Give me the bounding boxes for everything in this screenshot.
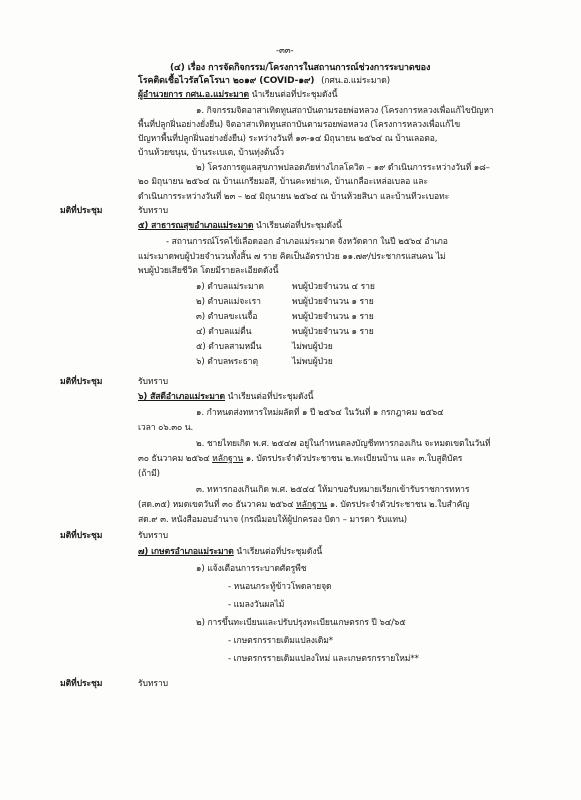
margin-label: มติที่ประชุม bbox=[60, 531, 103, 541]
s6-item3-line: ๓. ทหารกองเกินเกิด พ.ศ. ๒๕๔๔ ให้มาขอรับหมายเรียกเข้ารับราชการทหาร bbox=[196, 485, 470, 495]
s6-item1-line: ๑. กำหนดส่งทหารใหม่ผลัดที่ ๑ ปี ๒๕๖๔ ในวันที่ ๑ กรกฎาคม ๒๕๖๔ bbox=[196, 408, 444, 418]
section7-heading-line bbox=[138, 547, 322, 558]
case-result: พบผู้ป่วยจำนวน ๑ ราย bbox=[292, 297, 374, 307]
section5-line: - สถานการณ์โรคไข้เลือดออก อำเภอแม่ระมาด จังหวัดตาก ในปี ๒๕๖๔ อำเภอ bbox=[166, 237, 448, 247]
case-area: ๑) ตำบลแม่ระมาด bbox=[196, 282, 264, 292]
case-area: ๒) ตำบลแม่จะเรา bbox=[196, 297, 261, 307]
s6-item1-line: เวลา ๐๖.๓๐ น. bbox=[138, 423, 194, 433]
case-result: พบผู้ป่วยจำนวน ๑ ราย bbox=[292, 327, 374, 337]
section-title-main: โรคติดเชื้อไวรัสโคโรนา ๒๐๑๙ (COVID-๑๙) bbox=[138, 76, 315, 86]
case-result: ไม่พบผู้ป่วย bbox=[292, 342, 333, 352]
s6-item3-line: สด.๙ ๓. หนังสือมอบอำนาจ (กรณีมอบให้ผู้ปกครอง บิดา – มารดา รับแทน) bbox=[138, 515, 408, 525]
item1-line: พื้นที่ปลูกฝิ่นอย่างยั่งยืน) จิตอาสาเทิดทูนสถาบันตามรอยพ่อหลวง (โครงการหลวงเพื่อแก้ไข bbox=[138, 120, 461, 130]
item2-line: ดำเนินการระหว่างวันที่ ๒๓ – ๒๔ มิถุนายน ๒๕๖๔ ณ บ้านห้วยสินา และบ้านทีวะเบอทะ bbox=[138, 192, 450, 202]
margin-label: มติที่ประชุม bbox=[60, 206, 103, 216]
case-result: ไม่พบผู้ป่วย bbox=[292, 357, 333, 367]
s7-item2-sub: - เกษตรกรรายเดิมแปลงเดิม* bbox=[228, 636, 333, 646]
margin-label: มติที่ประชุม bbox=[60, 377, 103, 387]
item1-line: ๑. กิจกรรมจิตอาสาเทิดทูนสถาบันตามรอยพ่อหลวง (โครงการหลวงเพื่อแก้ไขปัญหา bbox=[196, 106, 494, 116]
evidence-label: หลักฐาน bbox=[212, 454, 244, 464]
section6-intro: นำเรียนต่อที่ประชุมดังนี้ bbox=[225, 392, 314, 402]
case-area: ๖) ตำบลพระธาตุ bbox=[196, 357, 259, 367]
s6-item2-line bbox=[138, 454, 462, 465]
section5-intro: นำเรียนต่อที่ประชุมดังนี้ bbox=[253, 221, 342, 231]
section5-heading-line bbox=[138, 221, 342, 232]
margin-label: มติที่ประชุม bbox=[60, 679, 103, 689]
s6-item3-line bbox=[138, 500, 470, 511]
s6-item2-line: (ถ้ามี) bbox=[138, 469, 160, 479]
reporter-heading: ผู้อำนวยการ กศน.อ.แม่ระมาด bbox=[138, 90, 249, 100]
acknowledged-text: รับทราบ bbox=[138, 206, 169, 216]
s7-item2: ๒) การขึ้นทะเบียนและปรับปรุงทะเบียนเกษตรกร ปี ๖๔/๖๕ bbox=[196, 618, 406, 628]
acknowledged-text: รับทราบ bbox=[138, 531, 169, 541]
s6-item2-docs: ๑. บัตรประจำตัวประชาชน ๒.ทะเบียนบ้าน และ ๓.ใบสูติบัตร bbox=[243, 454, 463, 464]
s6-item2-date: ๓๐ ธันวาคม ๒๕๖๔ bbox=[138, 454, 213, 464]
reporter-text: นำเรียนต่อที่ประชุมดังนี้ bbox=[248, 90, 338, 100]
case-result: พบผู้ป่วยจำนวน ๑ ราย bbox=[292, 312, 374, 322]
case-area: ๕) ตำบลสามหมื่น bbox=[196, 342, 262, 352]
item2-line: ๒๐ มิถุนายน ๒๕๖๔ ณ บ้านแกรียมอสึ, บ้านคะหย่าเค, บ้านเกลือะเหล่อเบลอ และ bbox=[138, 177, 428, 187]
section-title-line2 bbox=[138, 76, 390, 87]
case-area: ๓) ตำบลขะเนจื้อ bbox=[196, 312, 258, 322]
acknowledged-text: รับทราบ bbox=[138, 377, 169, 387]
page-number: -๓๓- bbox=[276, 46, 294, 56]
s7-item1: ๑) แจ้งเตือนการระบาดศัตรูพืช bbox=[196, 564, 307, 574]
s7-item1-sub: - แมลงวันผลไม้ bbox=[228, 600, 285, 610]
section7-heading: ๗) เกษตรอำเภอแม่ระมาด bbox=[138, 547, 234, 557]
section5-line: แม่ระมาดพบผู้ป่วยจำนวนทั้งสิ้น ๗ ราย คิดเป็นอัตราป่วย ๑๑.๗๙/ประชากรแสนคน ไม่ bbox=[138, 252, 446, 262]
s7-item2-sub: - เกษตรกรรายเดิมแปลงใหม่ และเกษตรกรรายใหม่** bbox=[228, 654, 419, 664]
section6-heading-line bbox=[138, 392, 313, 403]
section-title-line1: (๔) เรื่อง การจัดกิจกรรม/โครงการในสถานการณ์ช่วงการระบาดของ bbox=[170, 63, 431, 73]
case-area: ๔) ตำบลแม่ตื่น bbox=[196, 327, 252, 337]
evidence-label: หลักฐาน bbox=[296, 500, 328, 510]
item2-line: ๒) โครงการดูแลสุขภาพปลอดภัยห่างไกลโควิด – ๑๙ ดำเนินการระหว่างวันที่ ๑๘– bbox=[196, 163, 490, 173]
section5-heading: ๕) สาธารณสุขอำเภอแม่ระมาด bbox=[138, 221, 254, 231]
item1-line: ปัญหาพื้นที่ปลูกฝิ่นอย่างยั่งยืน) ระหว่างวันที่ ๑๓-๑๔ มิถุนายน ๒๕๖๔ ณ บ้านเลอตอ, bbox=[138, 134, 438, 144]
s6-item3-docs: ๑. บัตรประจำตัวประชาชน ๒.ใบสำคัญ bbox=[327, 500, 470, 510]
acknowledged-text: รับทราบ bbox=[138, 679, 169, 689]
section5-line: พบผู้ป่วยเสียชีวิต โดยมีรายละเอียดดังนี้ bbox=[138, 266, 279, 276]
s6-item2-line: ๒. ชายไทยเกิด พ.ศ. ๒๕๔๗ อยู่ในกำหนดลงบัญชีทหารกองเกิน จะหมดเขตในวันที่ bbox=[196, 439, 491, 449]
section7-intro: นำเรียนต่อที่ประชุมดังนี้ bbox=[233, 547, 323, 557]
s7-item1-sub: - หนอนกระทู้ข้าวโพดลายจุด bbox=[228, 582, 332, 592]
section-title-suffix: (กศน.อ.แม่ระมาด) bbox=[321, 76, 390, 86]
s6-item3-date: (สด.๓๕) หมดเขตวันที่ ๓๐ ธันวาคม ๒๕๖๔ bbox=[138, 500, 297, 510]
section6-heading: ๖) สัสดีอำเภอแม่ระมาด bbox=[138, 392, 226, 402]
item1-line: บ้านห้วยขนุน, บ้านระเบเต, บ้านทุ่งต้นงิ้ว bbox=[138, 148, 284, 158]
case-result: พบผู้ป่วยจำนวน ๔ ราย bbox=[292, 282, 375, 292]
reporter-line bbox=[138, 90, 337, 101]
